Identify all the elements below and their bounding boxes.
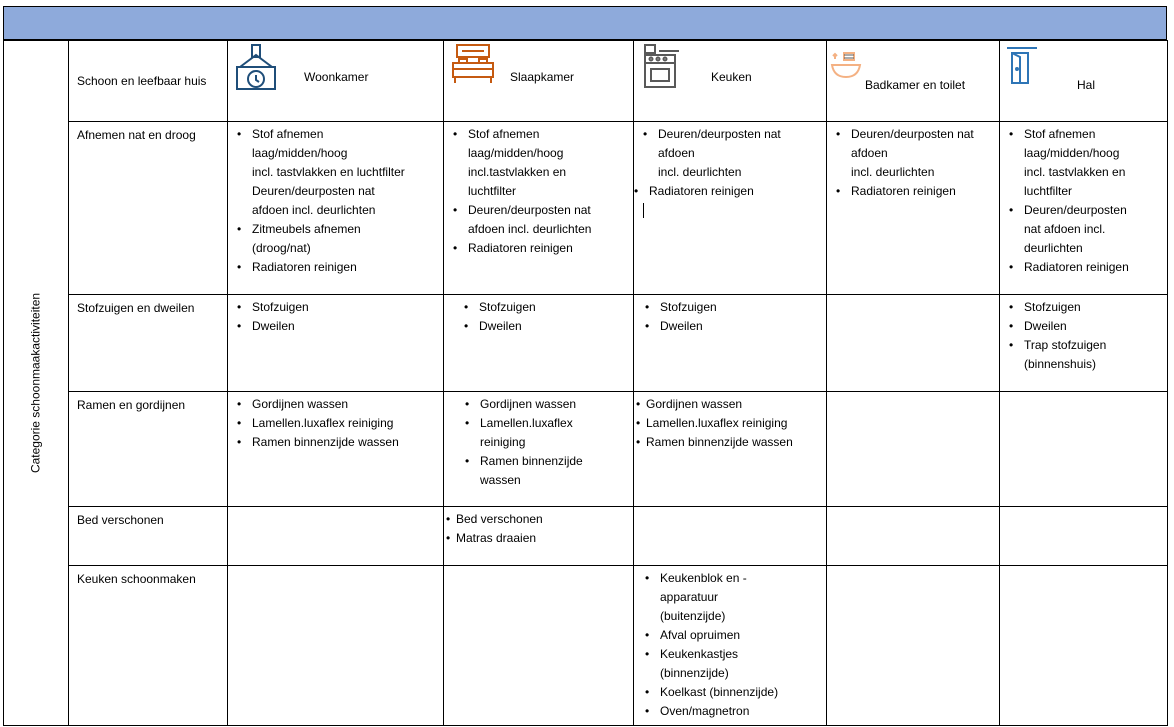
task-list: [444, 392, 633, 490]
list-item: afdoen incl. deurlichten: [468, 222, 592, 236]
list-item: • Afval opruimen: [660, 626, 820, 645]
cell-bed-woonkamer: [228, 507, 444, 566]
list-item: laag/midden/hoog: [1024, 146, 1120, 160]
list-item: (buitenzijde): [660, 609, 726, 623]
task-list: [1000, 122, 1167, 277]
cell-keuken-keuken: [634, 566, 827, 726]
list-item: • Stofzuigen: [1024, 298, 1161, 317]
list-item: • Deuren/deurposten nat: [468, 201, 627, 220]
list-item: • Radiatoren reinigen: [468, 239, 627, 258]
list-item: (binnenzijde): [660, 666, 729, 680]
row-label-ramen: Ramen en gordijnen: [69, 392, 228, 507]
list-item: afdoen incl. deurlichten: [252, 203, 376, 217]
list-item: (droog/nat): [252, 241, 311, 255]
list-item: • Ramen binnenzijde wassen: [646, 433, 820, 452]
task-list: [444, 507, 633, 548]
list-item: incl. deurlichten: [658, 165, 742, 179]
cell-afnemen-woonkamer: [228, 122, 444, 295]
cell-bed-slaapkamer: [444, 507, 634, 566]
list-item: • Stof afnemen: [1024, 125, 1161, 144]
corner-label-cell: [69, 41, 228, 122]
task-list: [228, 295, 443, 336]
list-item: • Deuren/deurposten nat: [851, 125, 993, 144]
room-label: Slaapkamer: [510, 70, 575, 84]
cell-afnemen-badkamer: [827, 122, 1000, 295]
cell-keuken-slaapkamer: [444, 566, 634, 726]
cell-afnemen-keuken: [634, 122, 827, 295]
list-item: • Radiatoren reinigen: [1024, 258, 1161, 277]
task-list: [634, 392, 826, 452]
list-item: incl. tastvlakken en luchtfilter: [252, 165, 405, 179]
text-cursor[interactable]: [643, 201, 820, 220]
cell-bed-hal: [1000, 507, 1168, 566]
list-item: • Stofzuigen: [479, 298, 627, 317]
task-list: [634, 295, 826, 336]
list-item: • Dweilen: [252, 317, 437, 336]
list-item: wassen: [480, 473, 521, 487]
list-item: • Radiatoren reinigen: [851, 182, 993, 201]
task-list: [444, 295, 633, 336]
list-item: incl. deurlichten: [851, 165, 935, 179]
list-item: • Dweilen: [1024, 317, 1161, 336]
cell-afnemen-hal: [1000, 122, 1168, 295]
cell-ramen-hal: [1000, 392, 1168, 507]
row-label-stofzuigen: Stofzuigen en dweilen: [69, 295, 228, 392]
list-item: • Stof afnemen: [252, 125, 437, 144]
list-item: luchtfilter: [1024, 184, 1073, 198]
room-header-badkamer: [827, 41, 1000, 122]
cell-keuken-badkamer: [827, 566, 1000, 726]
list-item: • Ramen binnenzijde: [480, 452, 627, 471]
list-item: • Oven/magnetron: [660, 702, 820, 721]
cell-ramen-woonkamer: [228, 392, 444, 507]
category-label: Categorie schoonmaakactiviteiten: [28, 292, 43, 474]
list-item: • Koelkast (binnenzijde): [660, 683, 820, 702]
list-item: • Lamellen.luxaflex reiniging: [252, 414, 437, 433]
cell-ramen-badkamer: [827, 392, 1000, 507]
list-item: • Stof afnemen: [468, 125, 627, 144]
task-list: [228, 122, 443, 277]
row-label-bed: Bed verschonen: [69, 507, 228, 566]
corner-label: Schoon en leefbaar huis: [77, 73, 207, 88]
room-label: Woonkamer: [304, 70, 369, 84]
list-item: • Stofzuigen: [252, 298, 437, 317]
cell-stofzuigen-woonkamer: [228, 295, 444, 392]
cell-keuken-woonkamer: [228, 566, 444, 726]
list-item: afdoen: [658, 146, 695, 160]
room-label: Hal: [1077, 78, 1096, 92]
cell-bed-keuken: [634, 507, 827, 566]
list-item: afdoen: [851, 146, 888, 160]
door-icon: [1006, 45, 1038, 85]
list-item: • Gordijnen wassen: [252, 395, 437, 414]
list-item: nat afdoen incl.: [1024, 222, 1106, 236]
list-item: • Keukenkastjes: [660, 645, 820, 664]
list-item: reiniging: [480, 435, 526, 449]
task-list: [634, 566, 826, 721]
list-item: • Deuren/deurposten: [1024, 201, 1161, 220]
list-item: incl.tastvlakken en: [468, 165, 567, 179]
list-item: • Deuren/deurposten nat: [658, 125, 820, 144]
list-item: • Ramen binnenzijde wassen: [252, 433, 437, 452]
bed-icon: [450, 43, 496, 85]
list-item: • Radiatoren reinigen: [252, 258, 437, 277]
list-item: Deuren/deurposten nat: [252, 184, 375, 198]
list-item: • Stofzuigen: [660, 298, 820, 317]
list-item: deurlichten: [1024, 241, 1083, 255]
list-item: • Gordijnen wassen: [480, 395, 627, 414]
cell-keuken-hal: [1000, 566, 1168, 726]
row-label-afnemen: Afnemen nat en droog: [69, 122, 228, 295]
room-label: Badkamer en toilet: [865, 78, 966, 92]
list-item: incl. tastvlakken en: [1024, 165, 1126, 179]
list-item: (binnenshuis): [1024, 357, 1097, 371]
task-list: [1000, 295, 1167, 374]
list-item: • Radiatoren reinigen: [649, 182, 820, 201]
cell-bed-badkamer: [827, 507, 1000, 566]
stove-icon: [641, 43, 685, 89]
list-item: luchtfilter: [468, 184, 517, 198]
room-header-woonkamer: [228, 41, 444, 122]
list-item: • Gordijnen wassen: [646, 395, 820, 414]
list-item: • Dweilen: [660, 317, 820, 336]
list-item: apparatuur: [660, 590, 719, 604]
list-item: • Lamellen.luxaflex reiniging: [646, 414, 820, 433]
list-item: laag/midden/hoog: [468, 146, 564, 160]
room-header-hal: [1000, 41, 1168, 122]
fireplace-icon: [234, 43, 278, 91]
room-header-keuken: [634, 41, 827, 122]
row-label-keuken: Keuken schoonmaken: [69, 566, 228, 726]
list-item: • Zitmeubels afnemen: [252, 220, 437, 239]
category-cell: [4, 41, 69, 726]
task-list: [228, 392, 443, 452]
room-header-slaapkamer: [444, 41, 634, 122]
list-item: • Trap stofzuigen: [1024, 336, 1161, 355]
cleaning-table: [3, 40, 1168, 726]
room-label: Keuken: [711, 70, 752, 84]
list-item: • Matras draaien: [456, 529, 627, 548]
list-item: • Keukenblok en -: [660, 569, 820, 588]
task-list: [634, 122, 826, 220]
cell-ramen-slaapkamer: [444, 392, 634, 507]
task-list: [827, 122, 999, 201]
bathtub-icon: [830, 51, 862, 79]
list-item: laag/midden/hoog: [252, 146, 348, 160]
list-item: • Lamellen.luxaflex: [480, 414, 627, 433]
list-item: • Bed verschonen: [456, 510, 627, 529]
cell-stofzuigen-hal: [1000, 295, 1168, 392]
cell-stofzuigen-keuken: [634, 295, 827, 392]
cell-stofzuigen-slaapkamer: [444, 295, 634, 392]
cell-afnemen-slaapkamer: [444, 122, 634, 295]
list-item: • Dweilen: [479, 317, 627, 336]
task-list: [444, 122, 633, 258]
cell-ramen-keuken: [634, 392, 827, 507]
cell-stofzuigen-badkamer: [827, 295, 1000, 392]
header-band: [3, 6, 1167, 40]
